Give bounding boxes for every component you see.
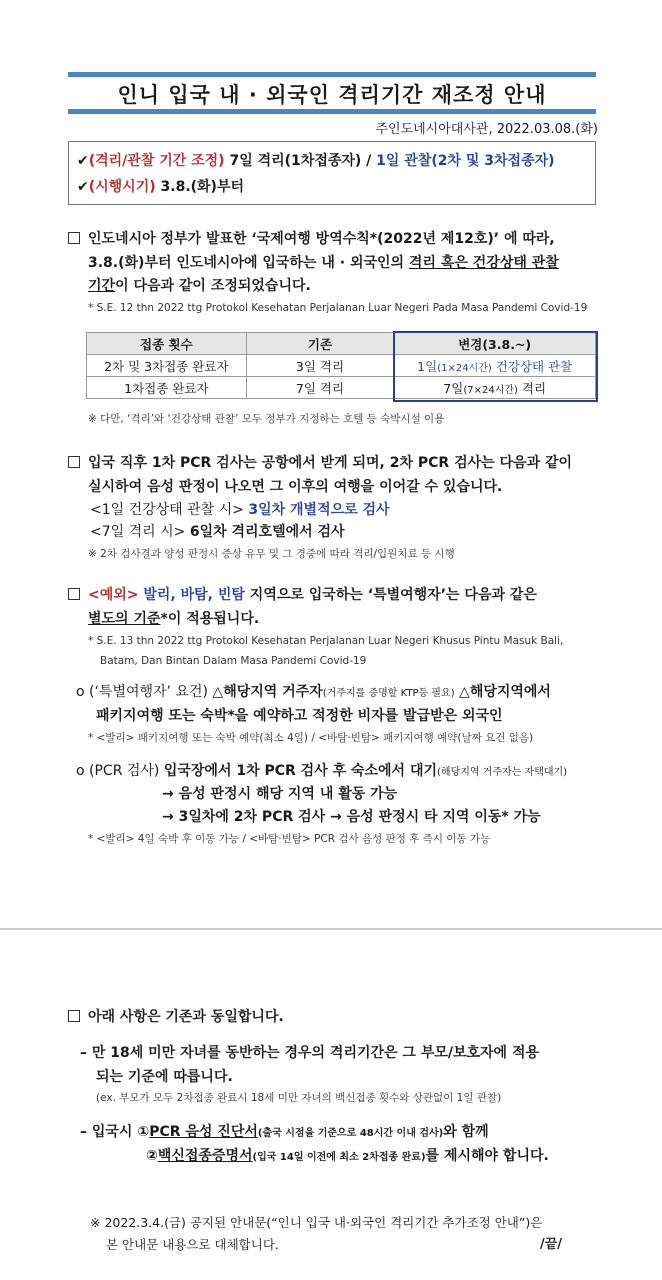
title-rule-bottom bbox=[68, 109, 596, 114]
section3-requirement-line1: o (‘특별여행자’ 요건) △해당지역 거주자(거주지를 증명할 KTP등 필요) △해당지역에서 bbox=[76, 684, 551, 700]
page-divider bbox=[0, 928, 662, 930]
summary-tag-2: (시행시기) bbox=[88, 179, 156, 195]
end-mark: /끝/ bbox=[540, 1237, 563, 1252]
section2-para-line1: 입국 직후 1차 PCR 검사는 공항에서 받게 되며, 2차 PCR 검사는 다음과 같이 bbox=[68, 450, 608, 476]
summary-quarantine: 7일 격리(1차접종자) bbox=[229, 153, 362, 169]
summary-box bbox=[68, 141, 596, 205]
checkbox-bullet-icon bbox=[68, 232, 80, 244]
section3-para-line1: <예외> 발리, 바탐, 빈탐 지역으로 입국하는 ‘특별여행자’는 다음과 같은 bbox=[68, 582, 608, 608]
final-notice-line1: ※ 2022.3.4.(금) 공지된 안내문(“인니 입국 내·외국인 격리기간 추가조정 안내”)은 bbox=[90, 1215, 543, 1230]
table-cell: 7일 격리 bbox=[246, 377, 394, 399]
change-column-highlight bbox=[393, 331, 598, 402]
section2-item-observation: <1일 건강상태 관찰 시> 3일차 개별적으로 검사 bbox=[90, 502, 390, 518]
section3-requirement-note: * <발리> 패키지여행 또는 숙박 예약(최소 4일) / <바탐·빈탐> 패키지여행 예약(날짜 요건 없음) bbox=[88, 732, 534, 744]
section4-dash2-line2: ②백신접종증명서(입국 14일 이전에 최소 2차접종 완료)를 제시해야 합니다. bbox=[146, 1148, 549, 1164]
section3-pcr-line3: → 3일차에 2차 PCR 검사 → 음성 판정시 타 지역 이동* 가능 bbox=[162, 809, 541, 825]
section3-para-line2: 별도의 기준*이 적용됩니다. bbox=[88, 611, 260, 627]
section4-para: 아래 사항은 기존과 동일합니다. bbox=[68, 1004, 608, 1030]
section4-dash1-line2: 되는 기준에 따릅니다. bbox=[96, 1069, 233, 1085]
checkbox-bullet-icon bbox=[68, 588, 80, 600]
summary-separator: / bbox=[366, 153, 372, 169]
summary-observation: 1일 관찰(2차 및 3차접종자) bbox=[376, 153, 555, 169]
section2-para-line2: 실시하여 음성 판정이 나오면 그 이후의 여행을 이어갈 수 있습니다. bbox=[88, 479, 503, 495]
dateline: 주인도네시아대사관, 2022.03.08.(화) bbox=[375, 122, 598, 137]
section3-requirement-line2: 패키지여행 또는 숙박*을 예약하고 적정한 비자를 발급받은 외국인 bbox=[96, 708, 503, 724]
table-cell: 1차접종 완료자 bbox=[87, 377, 247, 399]
table-cell: 1일(1×24시간) 건강상태 관찰 bbox=[394, 355, 596, 377]
summary-line-2 bbox=[77, 174, 587, 200]
table-header-cell: 접종 횟수 bbox=[87, 333, 247, 355]
final-notice-line2: 본 안내문 내용으로 대체합니다. bbox=[106, 1237, 279, 1252]
section1-para-line1: 인도네시아 정부가 발표한 ‘국제여행 방역수칙*(2022년 제12호)’ 에 따라, bbox=[68, 226, 608, 252]
section4-dash1-line1: – 만 18세 미만 자녀를 동반하는 경우의 격리기간은 그 부모/보호자에 적용 bbox=[80, 1045, 540, 1061]
section2-note: ※ 2차 검사결과 양성 판정시 증상 유무 및 그 경중에 따라 격리/입원치료 등 시행 bbox=[88, 548, 455, 560]
summary-line-1 bbox=[77, 148, 587, 174]
checkbox-bullet-icon bbox=[68, 1010, 80, 1022]
section3-footnote-line2: Batam, Dan Bintan Dalam Masa Pandemi Covid-19 bbox=[100, 655, 367, 667]
table-cell: 2차 및 3차접종 완료자 bbox=[87, 355, 247, 377]
summary-effective-date: 3.8.(화)부터 bbox=[160, 179, 245, 195]
section3-pcr-note: * <발리> 4일 숙박 후 이동 가능 / <바탐·빈탐> PCR 검사 음성 판정 후 즉시 이동 가능 bbox=[88, 833, 491, 845]
table-cell: 3일 격리 bbox=[246, 355, 394, 377]
section1-para-line3: 기간이 다음과 같이 조정되었습니다. bbox=[88, 278, 311, 294]
section3-pcr-line1: o (PCR 검사) 입국장에서 1차 PCR 검사 후 숙소에서 대기(해당지역 거주자는 자택대기) bbox=[76, 763, 568, 779]
check-icon: ✔ bbox=[77, 153, 89, 169]
section2-item-quarantine: <7일 격리 시> 6일차 격리호텔에서 검사 bbox=[90, 524, 345, 540]
section3-pcr-line2: → 음성 판정시 해당 지역 내 활동 가능 bbox=[162, 786, 398, 802]
title-rule-top bbox=[68, 72, 596, 77]
table-header-cell: 기존 bbox=[246, 333, 394, 355]
table-header-cell: 변경(3.8.~) bbox=[394, 333, 596, 355]
section3-footnote-line1: * S.E. 13 thn 2022 ttg Protokol Kesehatan Perjalanan Luar Negeri Khusus Pintu Masuk Bali, bbox=[88, 635, 564, 647]
page-title: 인니 입국 내 · 외국인 격리기간 재조정 안내 bbox=[117, 83, 547, 107]
summary-tag-1: (격리/관찰 기간 조정) bbox=[88, 153, 225, 169]
section4-dash1-note: (ex. 부모가 모두 2차접종 완료시 18세 미만 자녀의 백신접종 횟수와 상관없이 1일 관찰) bbox=[96, 1092, 502, 1104]
section1-footnote: * S.E. 12 thn 2022 ttg Protokol Kesehatan Perjalanan Luar Negeri Pada Masa Pandemi Covid-19 bbox=[88, 302, 588, 314]
section1-note: ※ 다만, ‘격리’와 ‘건강상태 관찰’ 모두 정부가 지정하는 호텔 등 숙박시설 이용 bbox=[88, 413, 445, 425]
checkbox-bullet-icon bbox=[68, 456, 80, 468]
check-icon: ✔ bbox=[77, 179, 89, 195]
section4-dash2-line1: – 입국시 ①PCR 음성 진단서(출국 시점을 기준으로 48시간 이내 검사)와 함께 bbox=[80, 1124, 489, 1140]
section1-para-line2: 3.8.(화)부터 인도네시아에 입국하는 내 · 외국인의 격리 혹은 건강상태 관찰 bbox=[88, 255, 559, 271]
table-cell: 7일(7×24시간) 격리 bbox=[394, 377, 596, 399]
